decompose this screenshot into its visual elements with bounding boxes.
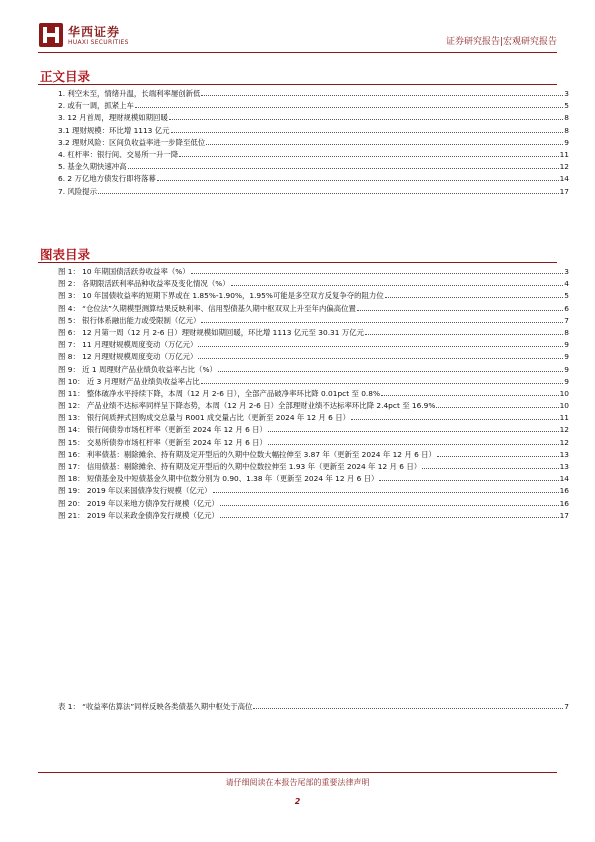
figure-entry[interactable]: [58, 303, 569, 315]
toc-entry[interactable]: [58, 137, 569, 149]
dot-leader: [220, 505, 559, 506]
dot-leader: [198, 358, 563, 359]
toc-entry-title: 4. 杠杆率：银行间、交易所一升一降: [58, 149, 179, 159]
dot-leader: [201, 95, 563, 96]
figure-entry-page-number: 10: [559, 401, 569, 411]
figure-entry-page-number: 9: [564, 352, 569, 362]
figure-entry[interactable]: [58, 449, 569, 461]
dot-leader: [437, 456, 559, 457]
toc-entry[interactable]: [58, 161, 569, 173]
figure-entry[interactable]: [58, 461, 569, 473]
toc-entry-title: 1. 利空未至，情绪升温，长端利率屡创新低: [58, 89, 201, 98]
figure-entry-page-number: 10: [559, 388, 569, 398]
figures-toc-title: 图表目录: [40, 247, 91, 262]
figure-entry-page-number: 3: [564, 267, 569, 276]
dot-leader: [198, 346, 563, 347]
dot-leader: [213, 492, 559, 493]
figure-entry[interactable]: [58, 485, 569, 497]
figure-entry[interactable]: [58, 327, 569, 339]
toc-list: [58, 88, 569, 198]
figure-entry-page-number: 8: [564, 327, 569, 337]
figure-entry-page-number: 11: [559, 413, 569, 423]
toc-entry-title: 2. 或有一调，抓紧上车: [58, 101, 134, 111]
figure-entry-title: 图 14： 银行间债券市场杠杆率（更新至 2024 年 12 月 6 日）: [58, 425, 267, 435]
figure-entry-title: 图 17： 信用债基：剔除摊余、持有期及定开型后的久期中位数拉伸至 1.93 年（更新至 2024 年 12 月 6 日）: [58, 462, 422, 471]
figure-entry-title: 图 21： 2019 年以来政金债净发行规模（亿元）: [58, 510, 219, 520]
report-header: [38, 20, 557, 52]
dot-leader: [171, 132, 564, 133]
toc-entry-page-number: 11: [559, 149, 569, 159]
figure-entry-page-number: 6: [564, 303, 569, 313]
toc-entry[interactable]: [58, 186, 569, 198]
figure-entry-title: 图 16： 利率债基：剔除摊余、持有期及定开型后的久期中位数大幅拉伸至 3.87 年（更新至 2024 年 12 月 6 日）: [58, 449, 436, 459]
figure-entry-title: 图 9： 近 1 周理财产品业绩负收益率占比（%）: [58, 364, 217, 374]
toc-entry[interactable]: [58, 112, 569, 124]
dot-leader: [157, 180, 559, 181]
figure-entry[interactable]: [58, 424, 569, 436]
logo-name-cn: 华西证券: [68, 25, 121, 39]
figure-entry-page-number: 4: [564, 279, 569, 289]
figure-entry-page-number: 5: [564, 291, 569, 301]
dot-leader: [169, 119, 563, 120]
toc-title-divider: [38, 84, 557, 85]
dot-leader: [179, 156, 558, 157]
figure-entry-title: 图 20： 2019 年以来地方债净发行规模（亿元）: [58, 498, 219, 508]
dot-leader: [201, 322, 563, 323]
figure-entry-title: 图 5： 银行体系融出能力或受限制（亿元）: [58, 315, 201, 325]
dot-leader: [268, 444, 559, 445]
figure-entry[interactable]: [58, 339, 569, 351]
table-entry[interactable]: [58, 701, 569, 713]
dot-leader: [385, 297, 564, 298]
toc-entry-page-number: 12: [559, 162, 569, 172]
figure-entry-title: 图 13： 银行间质押式回购成交总量与 R001 成交量占比（更新至 2024 年 12 月 6 日）: [58, 413, 350, 423]
dot-leader: [220, 517, 559, 518]
figure-entry-page-number: 14: [559, 474, 569, 484]
figure-entry[interactable]: [58, 266, 569, 278]
figure-entry[interactable]: [58, 412, 569, 424]
report-type-label: 证券研究报告|宏观研究报告: [445, 37, 557, 47]
dot-leader: [436, 407, 558, 408]
figures-title-divider: [38, 262, 557, 263]
figure-entry[interactable]: [58, 290, 569, 302]
figure-entry[interactable]: [58, 351, 569, 363]
toc-entry-title: 6. 2 万亿地方债发行即将落幕: [58, 174, 156, 184]
huaxi-logo-icon: [38, 22, 64, 48]
table-entry-page-number: 7: [564, 702, 569, 711]
toc-entry[interactable]: [58, 88, 569, 100]
figure-entry-title: 图 11： 整体破净水平持续下降，本周（12 月 2-6 日），全部产品破净率环比降 0.01pct 至 0.8%: [58, 388, 380, 398]
dot-leader: [422, 468, 558, 469]
toc-entry-page-number: 5: [564, 101, 569, 111]
dot-leader: [268, 431, 559, 432]
dot-leader: [379, 480, 558, 481]
figure-entry-page-number: 7: [564, 315, 569, 325]
tables-list: [58, 701, 569, 713]
page-number: 2: [294, 797, 301, 806]
figure-entry-page-number: 17: [559, 510, 569, 520]
dot-leader: [253, 708, 563, 709]
figure-entry-page-number: 13: [559, 462, 569, 471]
figure-entry[interactable]: [58, 388, 569, 400]
toc-entry-page-number: 8: [564, 125, 569, 135]
figure-entry-title: 图 6： 12 月第一周（12 月 2-6 日）理财规模如期回暖，环比增 1113 亿元至 30.31 万亿元: [58, 327, 364, 337]
dot-leader: [218, 371, 563, 372]
toc-entry-page-number: 14: [559, 174, 569, 184]
figure-entry[interactable]: [58, 376, 569, 388]
figure-entry[interactable]: [58, 473, 569, 485]
footer-divider: [38, 772, 557, 773]
figure-entry[interactable]: [58, 437, 569, 449]
dot-leader: [135, 107, 563, 108]
toc-entry-page-number: 17: [559, 186, 569, 196]
figure-entry-title: 图 15： 交易所债券市场杠杆率（更新至 2024 年 12 月 6 日）: [58, 437, 267, 447]
toc-entry[interactable]: [58, 125, 569, 137]
toc-entry-title: 3. 12 月首周，理财规模如期回暖: [58, 113, 168, 123]
figure-entry-title: 图 4： “仓位法”久期模型测算结果反映利率、信用型债基久期中枢双双上升至年内偏高位置: [58, 303, 356, 313]
figure-entry-page-number: 12: [559, 437, 569, 447]
dot-leader: [98, 193, 559, 194]
dot-leader: [365, 334, 563, 335]
logo-name-en: HUAXI SECURITIES: [68, 39, 129, 46]
figure-entry-title: 图 19： 2019 年以来国债净发行规模（亿元）: [58, 486, 212, 496]
figure-entry-title: 图 1： 10 年期国债活跃券收益率（%）: [58, 267, 190, 276]
figure-entry-title: 图 3： 10 年国债收益率的短期下界或在 1.85%-1.90%，1.95%可能是多空双方反复争夺的阻力位: [58, 291, 384, 301]
toc-entry[interactable]: [58, 173, 569, 185]
dot-leader: [381, 395, 559, 396]
toc-entry[interactable]: [58, 100, 569, 112]
toc-entry-page-number: 8: [564, 113, 569, 123]
figure-entry[interactable]: [58, 510, 569, 522]
dot-leader: [191, 273, 564, 274]
figure-entry-page-number: 9: [564, 364, 569, 374]
figure-entry-page-number: 13: [559, 449, 569, 459]
figure-entry[interactable]: [58, 278, 569, 290]
toc-entry-page-number: 3: [564, 89, 569, 98]
table-entry-title: 表 1： “收益率估算法”同样反映各类债基久期中枢处于高位: [58, 702, 253, 711]
figure-entry-title: 图 2： 各期限活跃利率品种收益率及变化情况（%）: [58, 279, 230, 289]
figure-entry-page-number: 9: [564, 340, 569, 350]
toc-entry-page-number: 9: [564, 137, 569, 147]
figure-entry-page-number: 9: [564, 376, 569, 386]
dot-leader: [201, 383, 564, 384]
figure-entry-title: 图 18： 短债基金及中短债基金久期中位数分别为 0.90、1.38 年（更新至 2024 年 12 月 6 日）: [58, 474, 379, 484]
toc-entry[interactable]: [58, 149, 569, 161]
toc-entry-title: 3.1 理财规模：环比增 1113 亿元: [58, 125, 170, 135]
dot-leader: [231, 285, 564, 286]
figure-entry-page-number: 12: [559, 425, 569, 435]
figure-entry-title: 图 7： 11 月理财规模周度变动（万亿元）: [58, 340, 198, 350]
header-divider: [38, 52, 557, 53]
dot-leader: [206, 144, 563, 145]
figure-entry[interactable]: [58, 364, 569, 376]
toc-entry-title: 5. 基金久期快速冲高: [58, 162, 127, 172]
toc-title: 正文目录: [40, 69, 91, 84]
figure-entry[interactable]: [58, 315, 569, 327]
dot-leader: [128, 168, 559, 169]
figure-entry[interactable]: [58, 400, 569, 412]
legal-notice: 请仔细阅读在本报告尾部的重要法律声明: [225, 778, 370, 787]
dot-leader: [357, 310, 563, 311]
toc-entry-title: 7. 风险提示: [58, 186, 97, 196]
figure-entry-page-number: 16: [559, 486, 569, 496]
figure-entry-title: 图 8： 12 月理财规模周度变动（万亿元）: [58, 352, 198, 362]
figure-entry-page-number: 16: [559, 498, 569, 508]
dot-leader: [351, 419, 559, 420]
figures-list: [58, 266, 569, 522]
figure-entry-title: 图 12： 产品业绩不达标率同样呈下降态势，本周（12 月 2-6 日）全部理财业绩不达标率环比降 2.4pct 至 16.9%: [58, 401, 436, 411]
figure-entry[interactable]: [58, 498, 569, 510]
toc-entry-title: 3.2 理财风险：区间负收益率进一步降至低位: [58, 137, 206, 147]
figure-entry-title: 图 10： 近 3 月理财产品业绩负收益率占比: [58, 376, 200, 386]
